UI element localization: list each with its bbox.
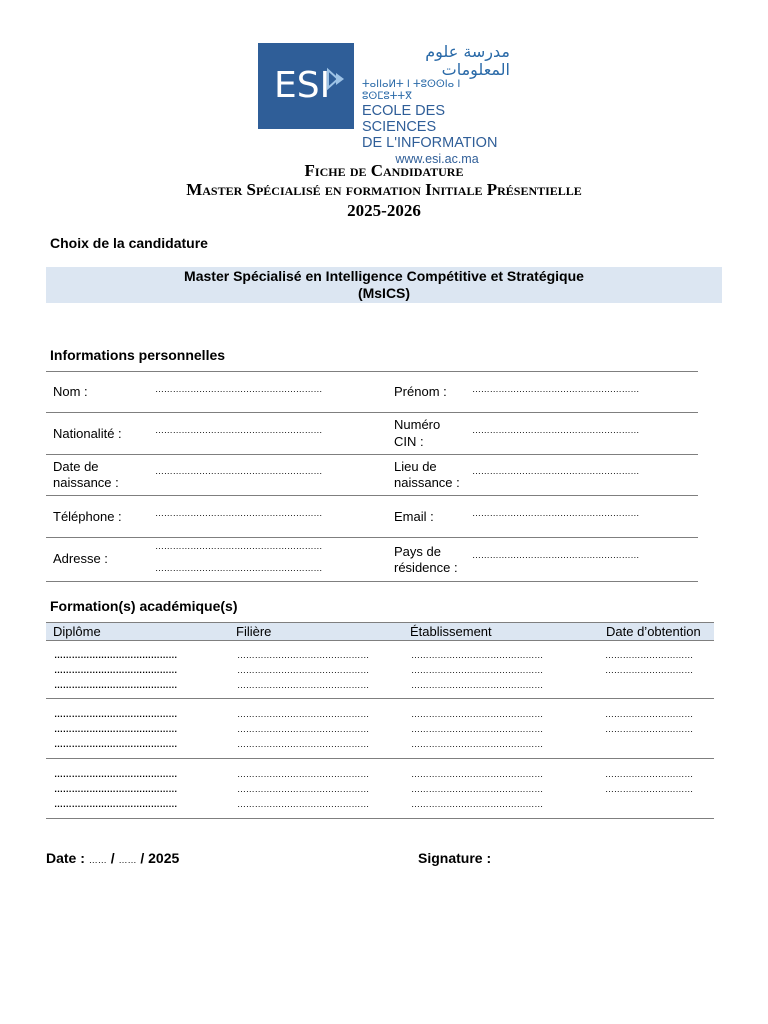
formation-table-header [46,622,714,641]
nationalite-field[interactable]: ………………………………………………… [155,425,323,435]
label-cin-2: CIN : [394,434,424,449]
label-pob-1: Lieu de [394,459,437,474]
date-obtention-field[interactable]: ………………………… [605,784,694,794]
etablissement-field[interactable]: ……………………………………… [411,680,544,690]
dob-field[interactable]: ………………………………………………… [155,466,323,476]
email-field[interactable]: ………………………………………………… [472,508,640,518]
pob-field[interactable]: ………………………………………………… [472,466,640,476]
filiere-field[interactable]: ……………………………………… [237,799,370,809]
label-pays-1: Pays de [394,544,441,559]
diplome-field[interactable]: …………………………………… [54,709,178,719]
date-obtention-field[interactable]: ………………………… [605,709,694,719]
col-diplome: Diplôme [53,624,101,639]
diplome-field[interactable]: …………………………………… [54,665,178,675]
pays-field[interactable]: ………………………………………………… [472,550,640,560]
filiere-field[interactable]: ……………………………………… [237,680,370,690]
etablissement-field[interactable]: ……………………………………… [411,784,544,794]
divider [46,371,698,372]
filiere-field[interactable]: ……………………………………… [237,739,370,749]
logo-tifinagh-name: ⵜⴰⵏⵏⴰⵍⵜ ⵏ ⵜⵓⵙⵙⵏⴰ ⵏ ⵓⵙⵎⵓⵜⵜⴳ [362,79,461,102]
label-prenom: Prénom : [394,384,447,399]
program-title: Master Spécialisé en Intelligence Compétitive et Stratégique [184,268,584,284]
program-acronym: (MsICS) [357,285,411,301]
date-label: Date : [46,850,85,866]
choice-heading: Choix de la candidature [50,235,208,251]
label-dob-1: Date de [53,459,99,474]
divider [46,581,698,582]
personal-heading: Informations personnelles [50,347,226,363]
divider [46,495,698,496]
date-obtention-field[interactable]: ………………………… [605,724,694,734]
filiere-field[interactable]: ……………………………………… [237,769,370,779]
adresse-field-line2[interactable]: ………………………………………………… [155,563,323,573]
nom-field[interactable]: ………………………………………………… [155,384,323,394]
logo-wordmark [362,42,512,166]
label-pays-2: résidence : [394,560,458,575]
date-line [46,850,179,866]
logo-arrows-icon [326,67,350,91]
etablissement-field[interactable]: ……………………………………… [411,709,544,719]
logo-school-line2: DE L'INFORMATION [362,135,498,151]
date-month-field[interactable]: …… [118,855,137,865]
etablissement-field[interactable]: ……………………………………… [411,739,544,749]
date-slash: / [110,850,115,866]
diplome-field[interactable]: …………………………………… [54,784,178,794]
diplome-field[interactable]: …………………………………… [54,680,178,690]
label-email: Email : [394,509,434,524]
diplome-field[interactable]: …………………………………… [54,769,178,779]
col-etablissement: Établissement [410,624,492,639]
divider [46,818,714,819]
date-obtention-field[interactable]: ………………………… [605,665,694,675]
diplome-field[interactable]: …………………………………… [54,650,178,660]
label-cin-1: Numéro [394,417,441,432]
title-line-2: Master Spécialisé en formation Initiale Présentielle [186,180,582,199]
etablissement-field[interactable]: ……………………………………… [411,799,544,809]
label-nationalite: Nationalité : [53,426,122,441]
program-band [46,267,722,303]
etablissement-field[interactable]: ……………………………………… [411,769,544,779]
label-dob-2: naissance : [53,475,119,490]
label-pob-2: naissance : [394,475,460,490]
signature-label: Signature : [418,850,492,866]
logo-school-line1: ECOLE DES SCIENCES [362,103,445,135]
cin-field[interactable]: ………………………………………………… [472,425,640,435]
esi-logo-mark [258,43,354,129]
logo-arabic-name: مدرسة علوم المعلومات [425,42,510,79]
diplome-field[interactable]: …………………………………… [54,799,178,809]
col-filiere: Filière [236,624,272,639]
prenom-field[interactable]: ………………………………………………… [472,384,640,394]
label-telephone: Téléphone : [53,509,122,524]
telephone-field[interactable]: ………………………………………………… [155,508,323,518]
date-year: / 2025 [140,850,180,866]
col-date-obtention: Date d’obtention [606,624,701,639]
date-obtention-field[interactable]: ………………………… [605,650,694,660]
filiere-field[interactable]: ……………………………………… [237,709,370,719]
date-obtention-field[interactable]: ………………………… [605,769,694,779]
filiere-field[interactable]: ……………………………………… [237,650,370,660]
formation-heading: Formation(s) académique(s) [50,598,238,614]
etablissement-field[interactable]: ……………………………………… [411,650,544,660]
filiere-field[interactable]: ……………………………………… [237,665,370,675]
label-adresse: Adresse : [53,551,108,566]
diplome-field[interactable]: …………………………………… [54,724,178,734]
label-nom: Nom : [53,384,88,399]
filiere-field[interactable]: ……………………………………… [237,784,370,794]
divider [46,412,698,413]
adresse-field-line1[interactable]: ………………………………………………… [155,541,323,551]
date-day-field[interactable]: …… [88,855,107,865]
logo-brand-text: ESI [274,65,331,106]
divider [46,758,714,759]
etablissement-field[interactable]: ……………………………………… [411,724,544,734]
title-line-3: 2025-2026 [347,201,421,220]
title-line-1: Fiche de Candidature [304,161,464,180]
divider [46,698,714,699]
divider [46,537,698,538]
etablissement-field[interactable]: ……………………………………… [411,665,544,675]
diplome-field[interactable]: …………………………………… [54,739,178,749]
filiere-field[interactable]: ……………………………………… [237,724,370,734]
divider [46,454,698,455]
logo-website: www.esi.ac.ma [395,152,479,166]
